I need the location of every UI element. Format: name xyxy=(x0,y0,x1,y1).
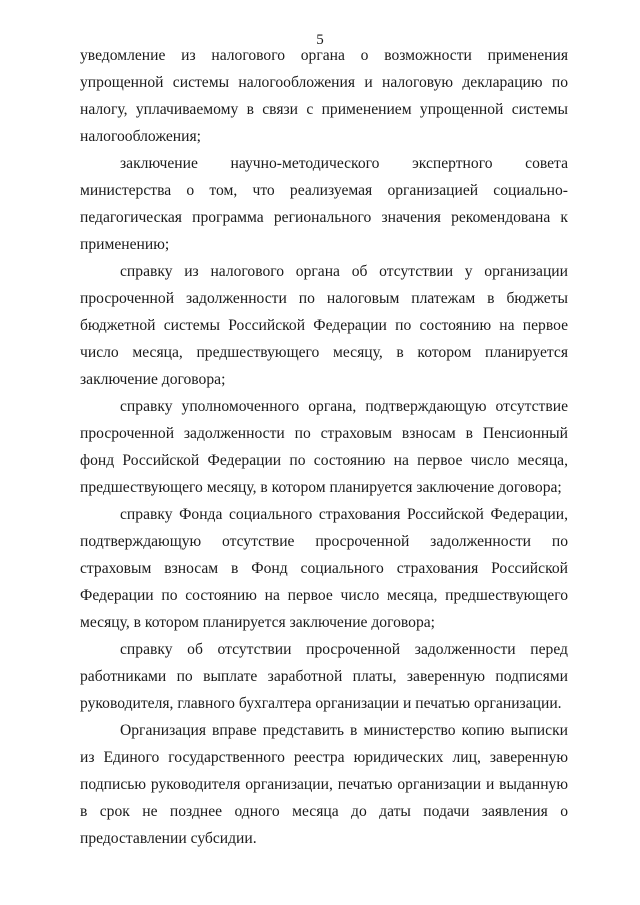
paragraph-6: справку об отсутствии просроченной задолженности перед работниками по выплате заработной платы, заверенную подписями руководителя, главного бухгалтера организации и печатью организации. xyxy=(80,641,568,712)
paragraph-2: заключение научно-методического экспертного совета министерства о том, что реализуемая организацией социально-педагогическая программа регионального значения рекомендована к применению; xyxy=(80,155,568,253)
paragraph-1: уведомление из налогового органа о возможности применения упрощенной системы налогообложения и налоговую декларацию по налогу, уплачиваемому в связи с применением упрощенной системы налогообложения; xyxy=(80,47,568,145)
paragraph-7: Организация вправе представить в министерство копию выписки из Единого государственного реестра юридических лиц, заверенную подписью руководителя организации, печатью организации и выданную в срок не позднее одного месяца до даты подачи заявления о предоставлении субсидии. xyxy=(80,722,568,847)
page-number: 5 xyxy=(316,32,324,48)
paragraph-5: справку Фонда социального страхования Российской Федерации, подтверждающую отсутствие просроченной задолженности по страховым взносам в Фонд социального страхования Российской Федерации по состоянию на первое число месяца, предшествующего месяцу, в котором планируется заключение договора; xyxy=(80,506,568,631)
paragraph-4: справку уполномоченного органа, подтверждающую отсутствие просроченной задолженности по страховым взносам в Пенсионный фонд Российской Федерации по состоянию на первое число месяца, предшествующего месяцу, в котором планируется заключение договора; xyxy=(80,398,568,496)
document-body xyxy=(80,42,568,852)
paragraph-3: справку из налогового органа об отсутствии у организации просроченной задолженности по налоговым платежам в бюджеты бюджетной системы Российской Федерации по состоянию на первое число месяца, предшествующего месяцу, в котором планируется заключение договора; xyxy=(80,263,568,388)
